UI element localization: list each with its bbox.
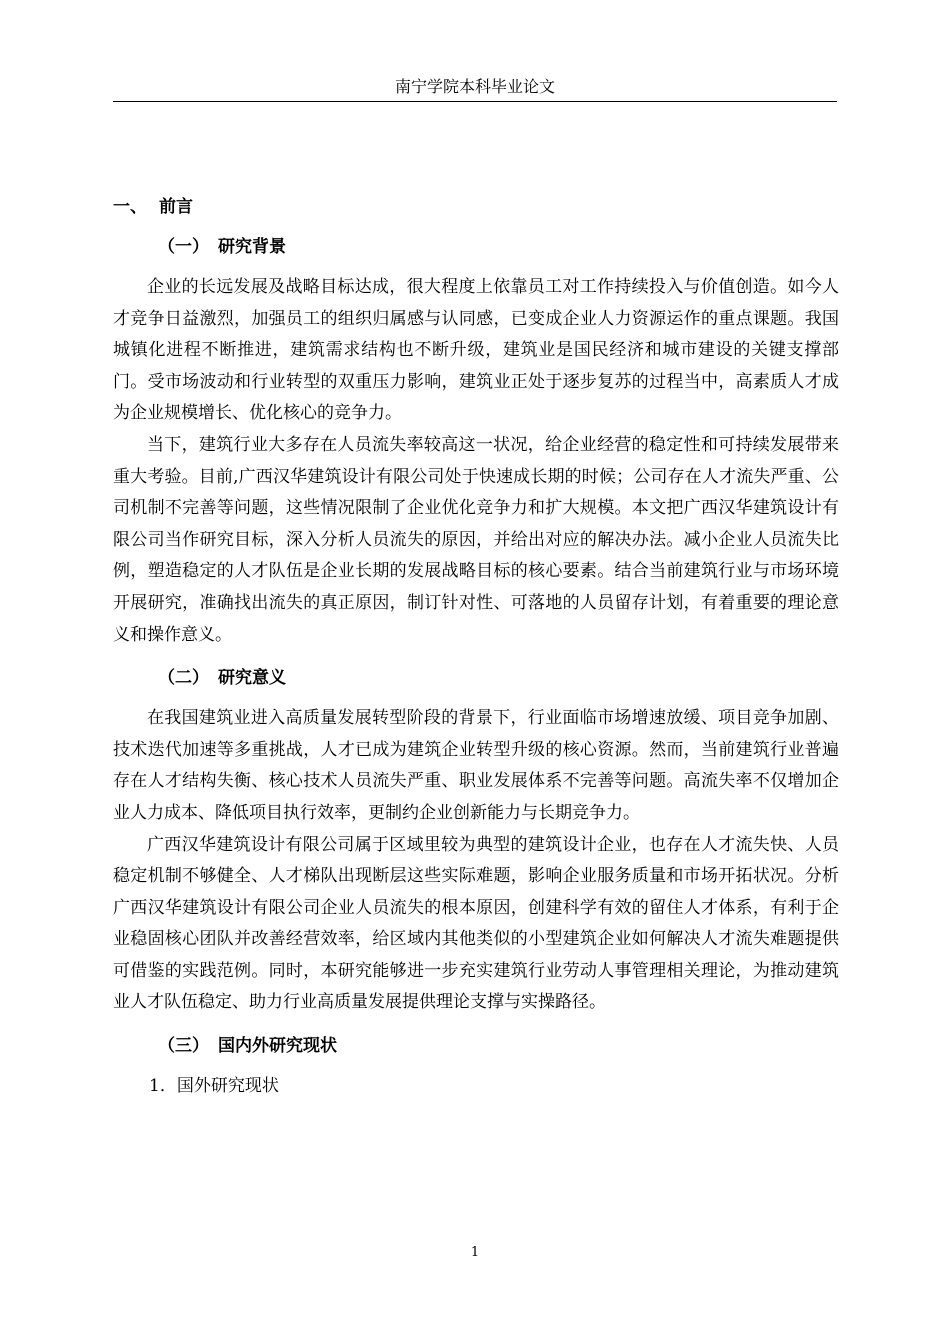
section-number: 一、 xyxy=(113,197,147,217)
subsection-title: 研究意义 xyxy=(218,668,286,689)
subsection-heading-significance xyxy=(113,663,839,693)
subsection-title: 研究背景 xyxy=(218,237,286,257)
subsection-title: 国内外研究现状 xyxy=(218,1036,337,1057)
subsection-heading-background xyxy=(113,232,839,262)
subsection-number: （一） xyxy=(158,237,209,257)
paragraph: 企业的长远发展及战略目标达成，很大程度上依靠员工对工作持续投入与价值创造。如今人才竞争日益激烈，加强员工的组织归属感与认同感，已变成企业人力资源运作的重点课题。我国城镇化进程不断推进，建筑需求结构也不断升级，建筑业是国民经济和城市建设的关键支撑部门。受市场波动和行业转型的双重压力影响，建筑业正处于逐步复苏的过程当中，高素质人才成为企业规模增长、优化核心的竞争力。 xyxy=(113,277,839,424)
header-divider xyxy=(113,101,837,102)
section-title: 前言 xyxy=(159,197,193,217)
subsection-heading-literature-review xyxy=(113,1031,839,1061)
section-heading-preface xyxy=(113,192,839,222)
page-header-title: 南宁学院本科毕业论文 xyxy=(394,77,555,96)
paragraph: 广西汉华建筑设计有限公司属于区域里较为典型的建筑设计企业，也存在人才流失快、人员稳定机制不够健全、人才梯队出现断层这些实际难题，影响企业服务质量和市场开拓状况。分析广西汉华建筑设计有限公司企业人员流失的根本原因，创建科学有效的留住人才体系，有利于企业稳固核心团队并改善经营效率，给区域内其他类似的小型建筑企业如何解决人才流失难题提供可借鉴的实践范例。同时，本研究能够进一步充实建筑行业劳动人事管理相关理论，为推动建筑业人才队伍稳定、助力行业高质量发展提供理论支撑与实操路径。 xyxy=(113,834,839,1013)
page-number: 1 xyxy=(470,1245,480,1260)
sub-subsection-heading-foreign-research: 1．国外研究现状 xyxy=(149,1076,279,1097)
paragraph: 当下，建筑行业大多存在人员流失率较高这一状况，给企业经营的稳定性和可持续发展带来重大考验。目前,广西汉华建筑设计有限公司处于快速成长期的时候；公司存在人才流失严重、公司机制不完善等问题，这些情况限制了企业优化竞争力和扩大规模。本文把广西汉华建筑设计有限公司当作研究目标，深入分析人员流失的原因，并给出对应的解决办法。减小企业人员流失比例，塑造稳定的人才队伍是企业长期的发展战略目标的核心要素。结合当前建筑行业与市场环境开展研究，准确找出流失的真正原因，制订针对性、可落地的人员留存计划，有着重要的理论意义和操作意义。 xyxy=(113,434,839,645)
document-body xyxy=(113,192,839,1111)
subsection-number: （三） xyxy=(158,1036,209,1057)
subsection-number: （二） xyxy=(158,668,209,689)
paragraph: 在我国建筑业进入高质量发展转型阶段的背景下，行业面临市场增速放缓、项目竞争加剧、技术迭代加速等多重挑战，人才已成为建筑企业转型升级的核心资源。然而，当前建筑行业普遍存在人才结构失衡、核心技术人员流失严重、职业发展体系不完善等问题。高流失率不仅增加企业人力成本、降低项目执行效率，更制约企业创新能力与长期竞争力。 xyxy=(113,708,839,823)
